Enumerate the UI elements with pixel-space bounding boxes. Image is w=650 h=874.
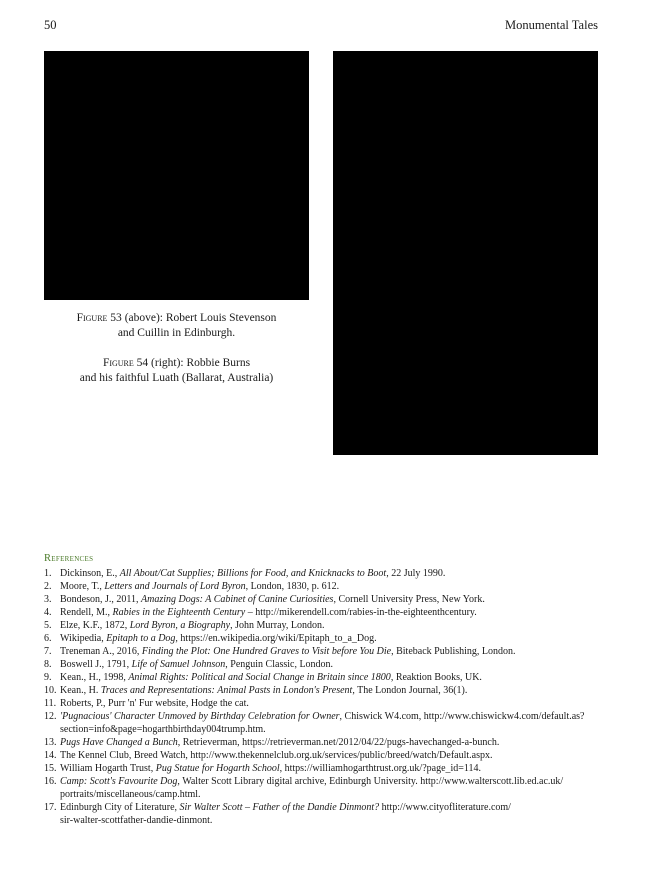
reference-item [44, 632, 604, 645]
reference-title: Life of Samuel Johnson [131, 659, 226, 670]
reference-title: 'Pugnacious' Character Unmoved by Birthday Celebration for Owner [60, 711, 340, 722]
reference-text: Kean., H. [60, 685, 101, 696]
reference-number: 12. [44, 711, 57, 722]
reference-item [44, 580, 604, 593]
reference-title: Pugs Have Changed a Bunch [60, 737, 178, 748]
reference-title: Finding the Plot: One Hundred Graves to Visit before You Die [141, 646, 392, 657]
running-title: Monumental Tales [505, 18, 598, 32]
reference-number: 2. [44, 581, 52, 592]
reference-number: 14. [44, 750, 57, 761]
reference-continuation: portraits/miscellaneous/camp.html. [60, 789, 201, 800]
figure-53-caption [44, 311, 309, 341]
reference-text: , Reaktion Books, UK. [390, 672, 482, 683]
reference-text: Treneman A., 2016, [60, 646, 142, 657]
reference-text: , Chiswick W4.com, http://www.chiswickw4.com/default.as? [339, 711, 585, 722]
reference-item [44, 606, 604, 619]
page-header [44, 18, 598, 34]
page-number: 50 [44, 18, 57, 32]
reference-item [44, 801, 604, 827]
reference-title: Traces and Representations: Animal Pasts in London's Present [100, 685, 353, 696]
reference-text: William Hogarth Trust, [60, 763, 156, 774]
reference-title: Letters and Journals of Lord Byron [104, 581, 246, 592]
reference-number: 11. [44, 698, 57, 709]
reference-title: Lord Byron, a Biography [129, 620, 231, 631]
reference-continuation: section=info&page=hogarthbirthday004trump.htm. [60, 724, 266, 735]
reference-title: Pug Statue for Hogarth School [155, 763, 280, 774]
reference-item [44, 749, 604, 762]
reference-number: 5. [44, 620, 52, 631]
reference-title: Amazing Dogs: A Cabinet of Canine Curiosities [141, 594, 334, 605]
reference-text: , https://williamhogarthtrust.org.uk/?page_id=114. [279, 763, 482, 774]
reference-text: The Kennel Club, Breed Watch, http://www.thekennelclub.org.uk/services/public/breed/watch/Default.aspx. [60, 750, 493, 761]
reference-item [44, 619, 604, 632]
reference-text: , Retrieverman, https://retrieverman.net/2012/04/22/pugs-havechanged-a-bunch. [177, 737, 500, 748]
references-list [44, 567, 604, 827]
reference-number: 3. [44, 594, 52, 605]
reference-text: Dickinson, E., [60, 568, 120, 579]
reference-text: – http://mikerendell.com/rabies-in-the-eighteenthcentury. [245, 607, 477, 618]
references-heading: References [44, 553, 94, 564]
reference-title: All About/Cat Supplies; Billions for Food, and Knicknacks to Boot [119, 568, 387, 579]
reference-item [44, 671, 604, 684]
caption-line-2: and Cuillin in Edinburgh. [117, 327, 236, 339]
reference-text: Kean., H., 1998, [60, 672, 129, 683]
reference-text: Moore, T., [60, 581, 105, 592]
reference-text: , John Murray, London. [230, 620, 325, 631]
reference-text: , https://en.wikipedia.org/wiki/Epitaph_to_a_Dog. [175, 633, 377, 644]
reference-number: 1. [44, 568, 52, 579]
reference-item [44, 593, 604, 606]
reference-number: 4. [44, 607, 52, 618]
reference-continuation: sir-walter-scottfather-dandie-dinmont. [60, 815, 213, 826]
reference-item [44, 684, 604, 697]
reference-number: 17. [44, 802, 57, 813]
reference-item [44, 736, 604, 749]
reference-text: Roberts, P., Purr 'n' Fur website, Hodge the cat. [60, 698, 249, 709]
caption-line-2: and his faithful Luath (Ballarat, Australia) [79, 372, 274, 384]
reference-text: Bondeson, J., 2011, [60, 594, 142, 605]
reference-title: Camp: Scott's Favourite Dog [60, 776, 178, 787]
reference-number: 13. [44, 737, 57, 748]
reference-number: 7. [44, 646, 52, 657]
caption-line-1: (above): Robert Louis Stevenson [121, 312, 277, 324]
reference-title: Rabies in the Eighteenth Century [112, 607, 246, 618]
figure-label: Figure 54 [102, 357, 149, 369]
reference-text: , Cornell University Press, New York. [333, 594, 485, 605]
reference-title: Sir Walter Scott – Father of the Dandie Dinmont? [179, 802, 380, 813]
reference-item [44, 762, 604, 775]
reference-text: Edinburgh City of Literature, [60, 802, 180, 813]
reference-text: Wikipedia, [60, 633, 107, 644]
reference-number: 16. [44, 776, 57, 787]
reference-item [44, 658, 604, 671]
reference-item [44, 645, 604, 658]
reference-text: , Biteback Publishing, London. [391, 646, 516, 657]
reference-text: , Walter Scott Library digital archive, Edinburgh University. http://www.walterscott.lib.ed.ac.uk/ [177, 776, 564, 787]
caption-line-1: (right): Robbie Burns [148, 357, 251, 369]
reference-number: 9. [44, 672, 52, 683]
reference-item [44, 567, 604, 580]
references-section [44, 552, 604, 827]
reference-number: 15. [44, 763, 57, 774]
figure-54-photo [333, 51, 598, 455]
figure-label: Figure 53 [76, 312, 122, 324]
figure-53-photo [44, 51, 309, 300]
reference-item [44, 775, 604, 801]
figure-54-caption [44, 356, 309, 386]
reference-text: , Penguin Classic, London. [225, 659, 334, 670]
reference-text: Elze, K.F., 1872, [60, 620, 130, 631]
reference-text: Boswell J., 1791, [60, 659, 132, 670]
reference-text: http://www.cityofliterature.com/ [379, 802, 511, 813]
reference-item [44, 710, 604, 736]
reference-text: Rendell, M., [60, 607, 113, 618]
reference-title: Epitaph to a Dog [106, 633, 176, 644]
reference-text: , London, 1830, p. 612. [245, 581, 340, 592]
reference-number: 10. [44, 685, 57, 696]
reference-text: , 22 July 1990. [386, 568, 446, 579]
reference-item [44, 697, 604, 710]
reference-title: Animal Rights: Political and Social Change in Britain since 1800 [128, 672, 391, 683]
reference-text: , The London Journal, 36(1). [352, 685, 468, 696]
reference-number: 8. [44, 659, 52, 670]
reference-number: 6. [44, 633, 52, 644]
